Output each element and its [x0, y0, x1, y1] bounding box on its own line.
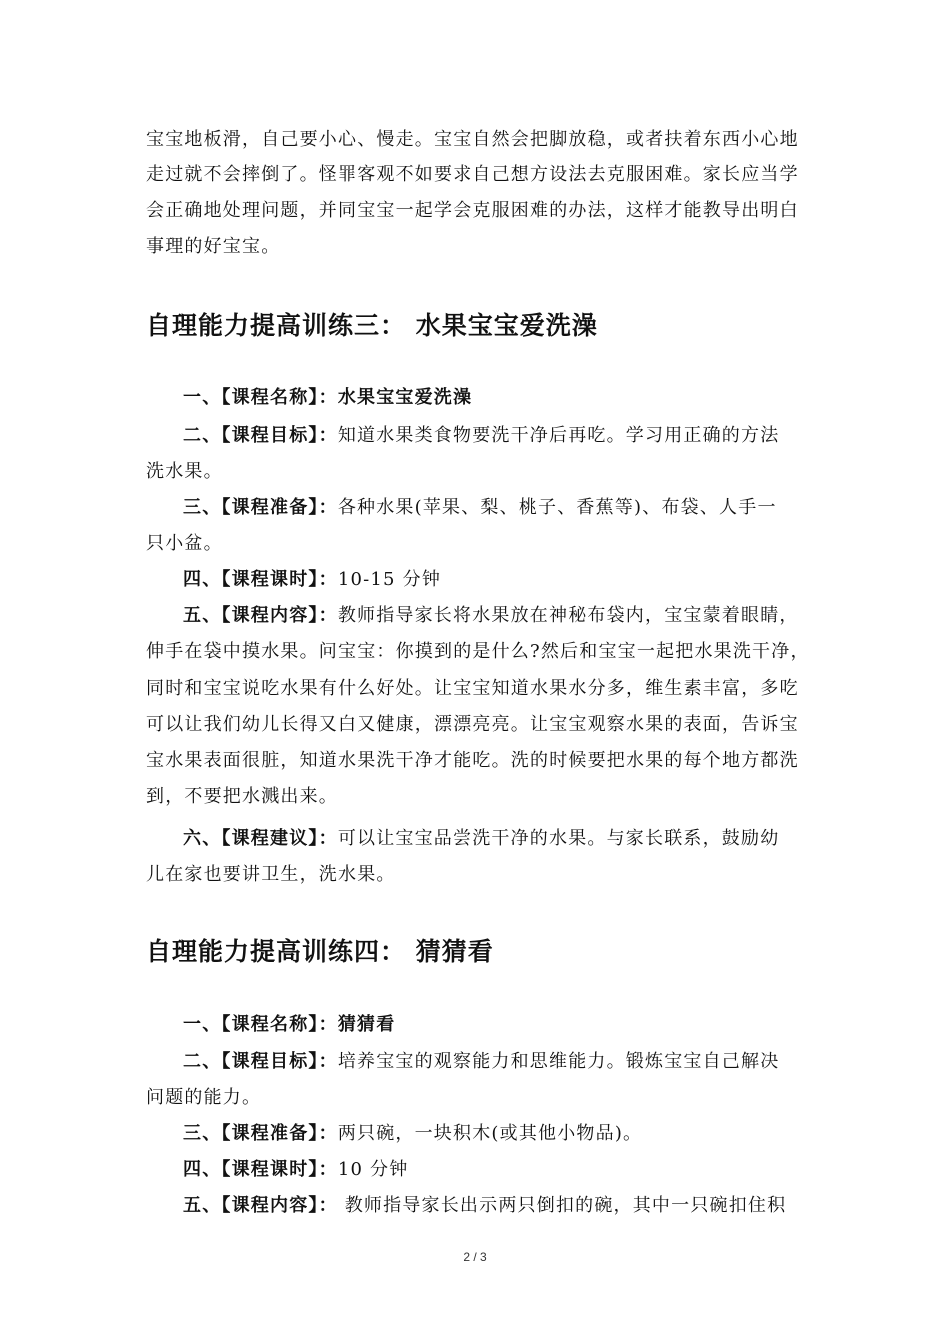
- item-text: 两只碗，一块积木(或其他小物品)。: [337, 1123, 643, 1144]
- s4-course-goal: [183, 1050, 779, 1074]
- item-text: 10-15 分钟: [337, 569, 442, 590]
- item-label: 六、【课程建议】：: [183, 828, 338, 849]
- item-label: 四、【课程课时】：: [183, 1159, 338, 1180]
- item-text-cont: 伸手在袋中摸水果。问宝宝：你摸到的是什么?然后和宝宝一起把水果洗干净，: [146, 641, 810, 662]
- item-label: 一、【课程名称】：: [183, 1014, 338, 1035]
- item-label: 五、【课程内容】：: [183, 1195, 338, 1216]
- item-text-cont: 儿在家也要讲卫生，洗水果。: [146, 864, 396, 885]
- item-label: 二、【课程目标】：: [183, 425, 338, 446]
- s3-course-name: [183, 386, 472, 410]
- item-text-cont: 只小盆。: [146, 533, 223, 554]
- s3-course-goal: [183, 424, 779, 448]
- section-4-heading: 自理能力提高训练四： 猜猜看: [146, 937, 494, 966]
- item-text-cont: 到，不要把水溅出来。: [146, 786, 338, 807]
- item-text-cont: 可以让我们幼儿长得又白又健康，漂漂亮亮。让宝宝观察水果的表面，告诉宝: [146, 714, 799, 735]
- section-3-heading: 自理能力提高训练三： 水果宝宝爱洗澡: [146, 311, 598, 340]
- s4-course-duration: [183, 1158, 408, 1182]
- item-text-cont: 宝水果表面很脏，知道水果洗干净才能吃。洗的时候要把水果的每个地方都洗: [146, 750, 799, 771]
- item-label: 一、【课程名称】：: [183, 387, 338, 408]
- item-text-cont: 问题的能力。: [146, 1087, 262, 1108]
- item-text: 水果宝宝爱洗澡: [337, 387, 473, 408]
- s3-course-prep: [183, 496, 777, 520]
- item-text: 教师指导家长将水果放在神秘布袋内，宝宝蒙着眼睛，: [337, 605, 799, 626]
- page-number: 2 / 3: [463, 1250, 487, 1264]
- item-label: 四、【课程课时】：: [183, 569, 338, 590]
- item-text: 培养宝宝的观察能力和思维能力。锻炼宝宝自己解决: [337, 1051, 780, 1072]
- item-text: 可以让宝宝品尝洗干净的水果。与家长联系，鼓励幼: [337, 828, 780, 849]
- item-text: 10 分钟: [337, 1159, 409, 1180]
- intro-line: 事理的好宝宝。: [146, 236, 281, 257]
- item-label: 三、【课程准备】：: [183, 1123, 338, 1144]
- item-text: 猜猜看: [337, 1014, 396, 1035]
- item-text-cont: 洗水果。: [146, 461, 223, 482]
- item-text: 知道水果类食物要洗干净后再吃。学习用正确的方法: [337, 425, 780, 446]
- s3-course-content: [183, 604, 799, 628]
- intro-line: 宝宝地板滑，自己要小心、慢走。宝宝自然会把脚放稳，或者扶着东西小心地: [146, 129, 799, 150]
- item-text-cont: 同时和宝宝说吃水果有什么好处。让宝宝知道水果水分多，维生素丰富，多吃: [146, 678, 799, 699]
- item-text: 各种水果(苹果、梨、桃子、香蕉等)、布袋、人手一: [337, 497, 777, 518]
- s4-course-prep: [183, 1122, 642, 1146]
- item-label: 三、【课程准备】：: [183, 497, 338, 518]
- s4-course-name: [183, 1013, 395, 1037]
- s3-course-duration: [183, 568, 441, 592]
- s4-course-content: [183, 1194, 786, 1218]
- item-label: 二、【课程目标】：: [183, 1051, 338, 1072]
- item-label: 五、【课程内容】：: [183, 605, 338, 626]
- item-text: 教师指导家长出示两只倒扣的碗，其中一只碗扣住积: [337, 1195, 787, 1216]
- s3-course-suggestion: [183, 827, 779, 851]
- intro-line: 走过就不会摔倒了。怪罪客观不如要求自己想方设法去克服困难。家长应当学: [146, 164, 799, 185]
- intro-line: 会正确地处理问题，并同宝宝一起学会克服困难的办法，这样才能教导出明白: [146, 200, 799, 221]
